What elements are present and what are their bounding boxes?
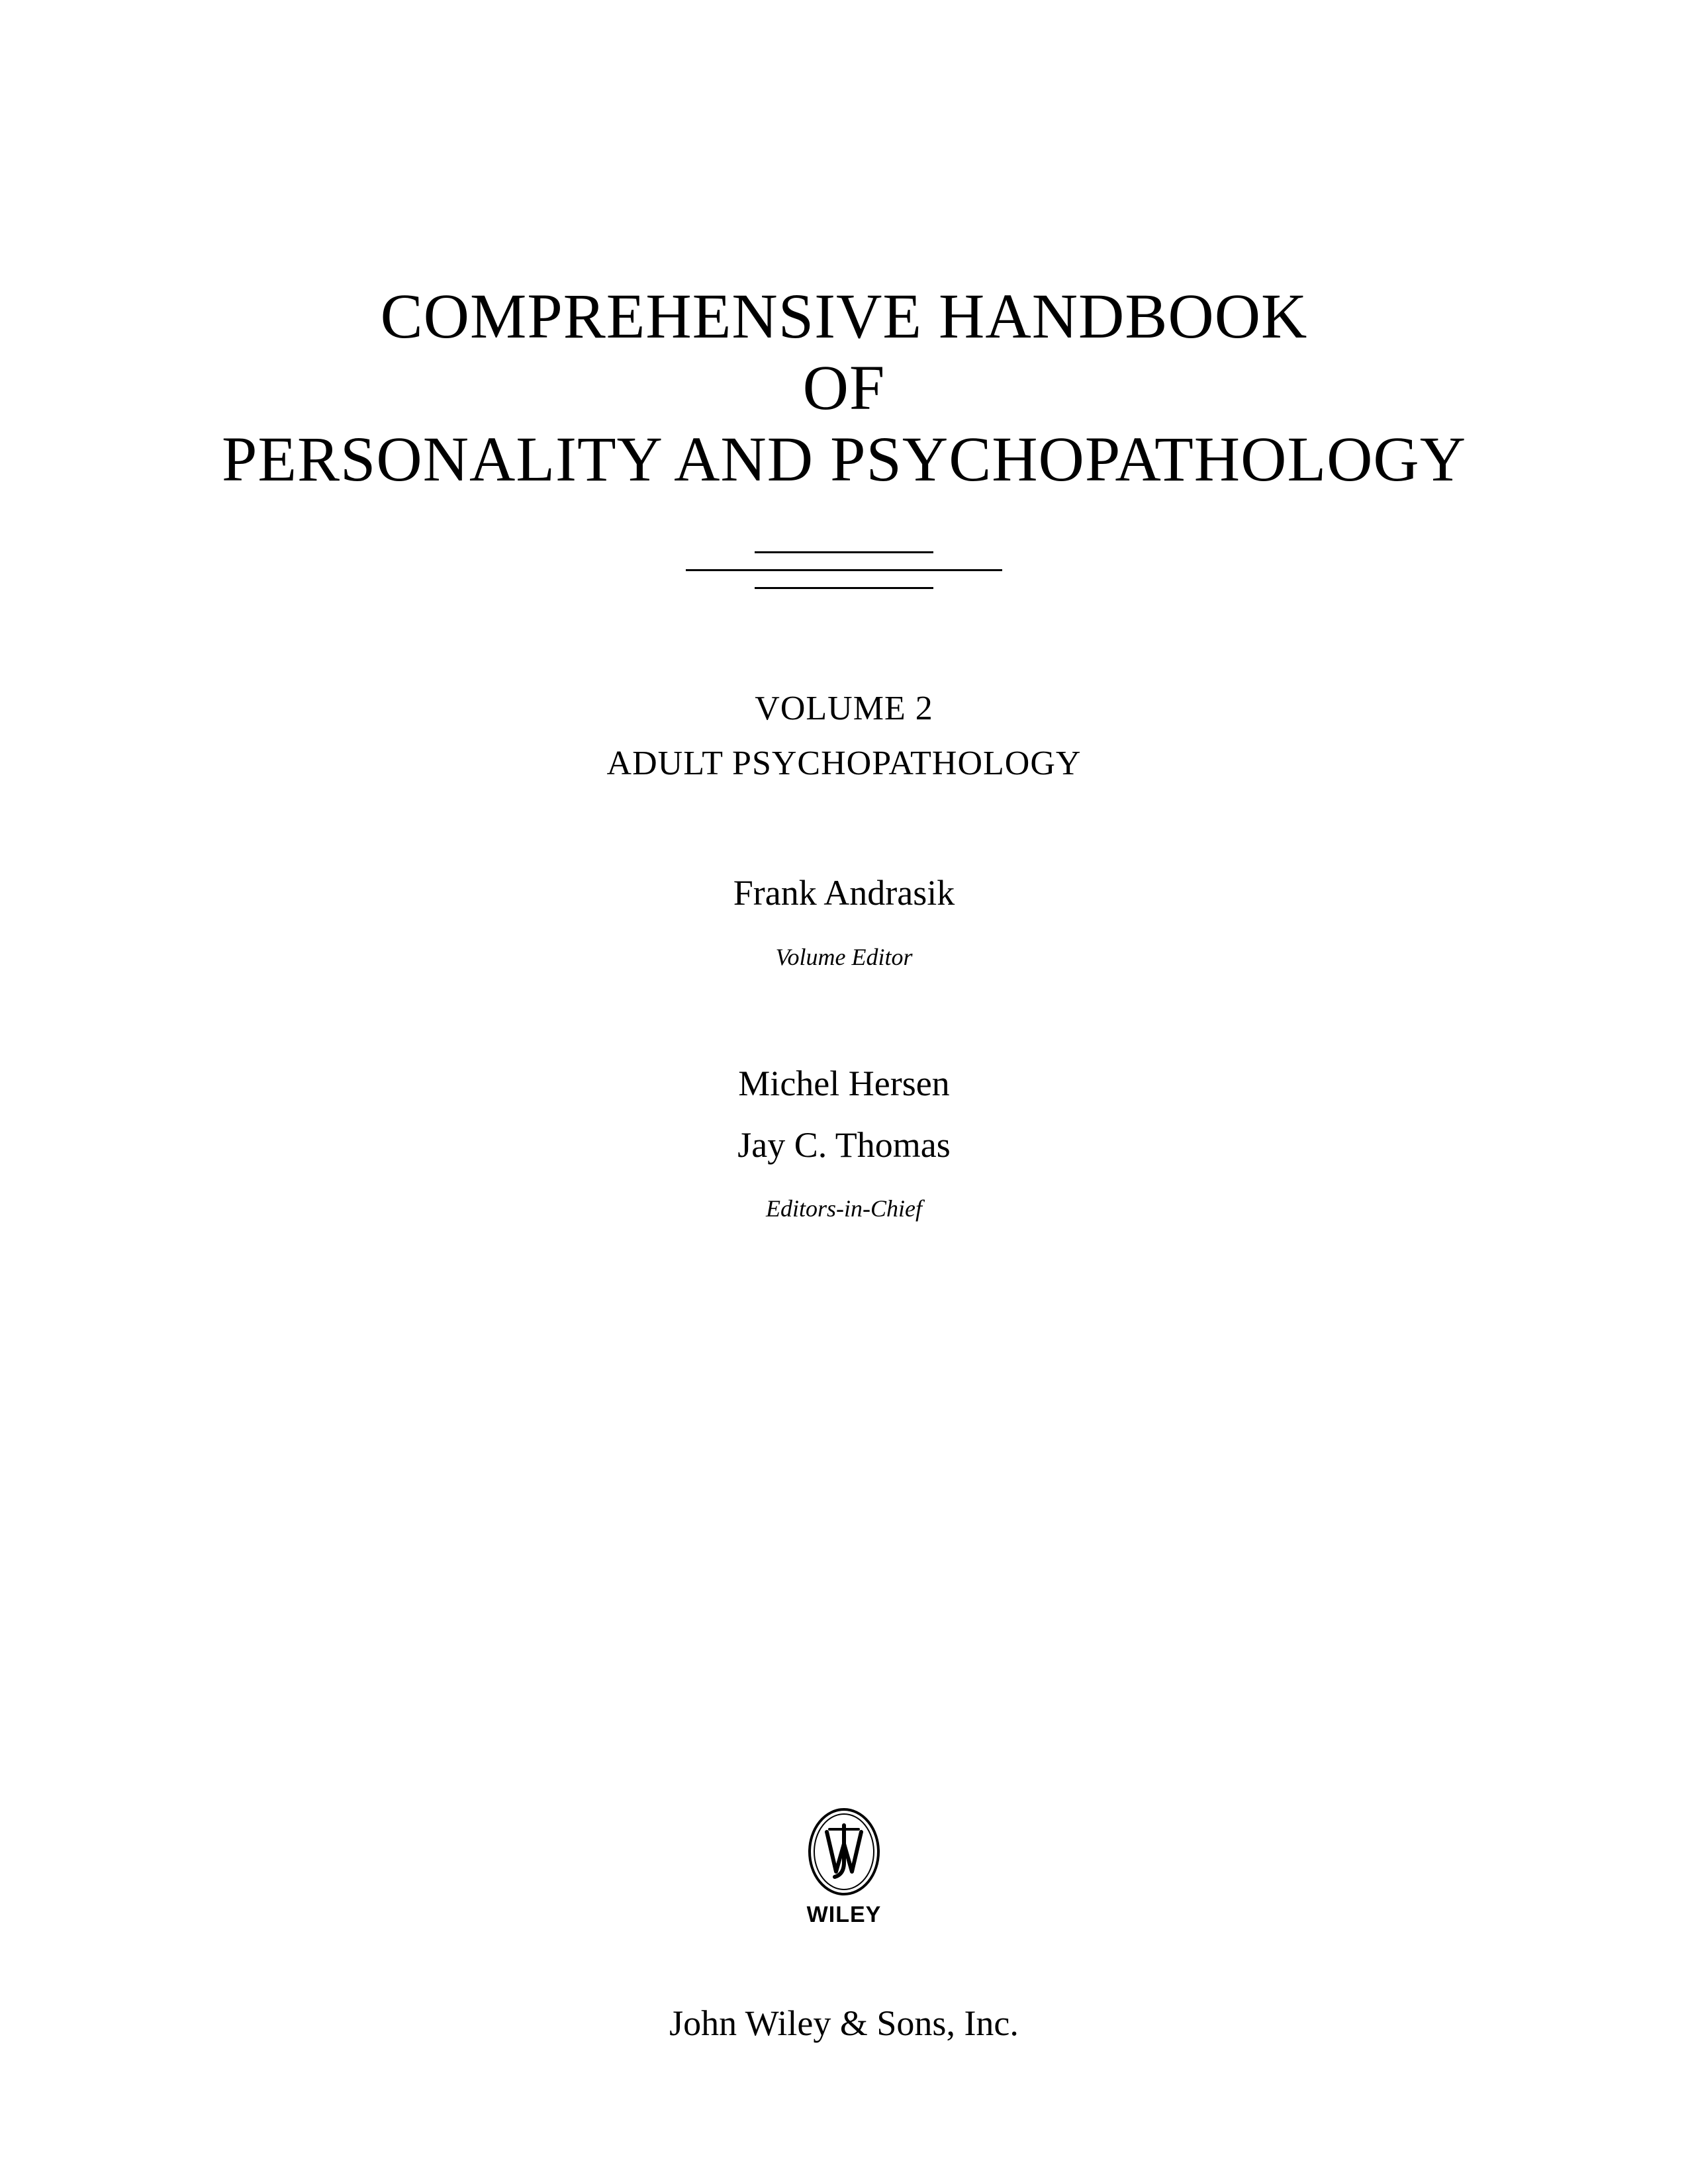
volume-editor-role: Volume Editor	[775, 944, 913, 970]
volume-subtitle: ADULT PSYCHOPATHOLOGY	[606, 745, 1082, 782]
editors-in-chief-role: Editors-in-Chief	[766, 1195, 922, 1222]
volume-editor-name: Frank Andrasik	[733, 873, 955, 913]
editor-in-chief-name: Jay C. Thomas	[737, 1125, 951, 1165]
wiley-logo-text: WILEY	[806, 1902, 882, 1926]
editor-in-chief-name: Michel Hersen	[738, 1064, 950, 1103]
volume-number: VOLUME 2	[755, 690, 933, 727]
book-title-line-3: PERSONALITY AND PSYCHOPATHOLOGY	[221, 424, 1467, 494]
publisher-name: John Wiley & Sons, Inc.	[669, 2003, 1019, 2043]
wiley-logo	[804, 1805, 884, 1926]
wiley-emblem-icon	[804, 1805, 884, 1926]
book-title-line-1: COMPREHENSIVE HANDBOOK	[380, 281, 1308, 351]
book-title-line-2: OF	[802, 352, 886, 423]
decorative-rule-middle	[686, 569, 1002, 571]
decorative-rule-bottom	[755, 587, 933, 589]
decorative-rule-top	[755, 551, 933, 553]
